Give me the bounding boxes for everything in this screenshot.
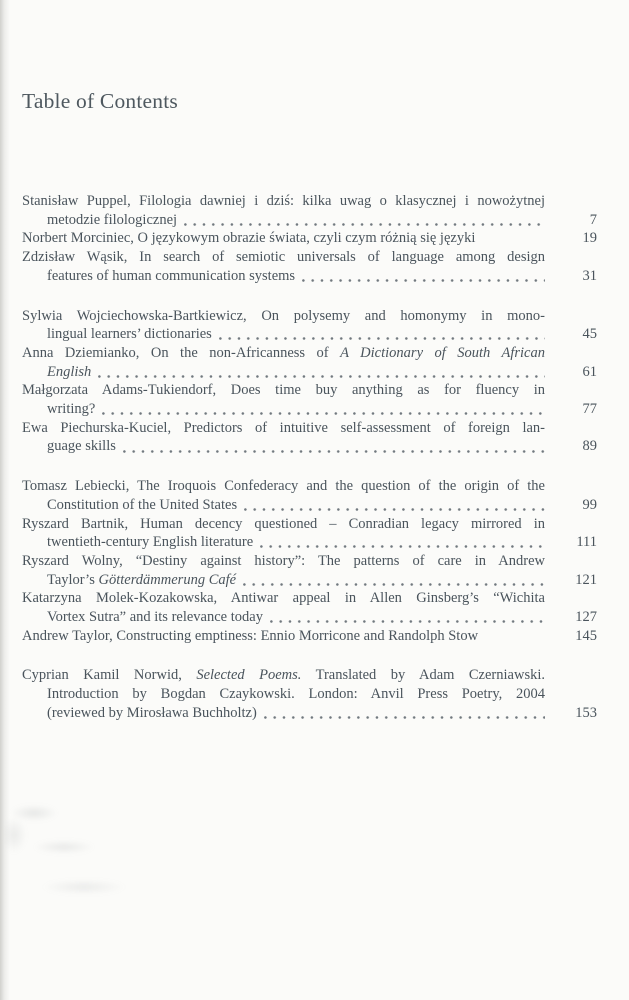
- dot-leader: [302, 279, 545, 282]
- toc-text: features of human communication systems: [47, 267, 296, 284]
- toc-text: Małgorzata Adams-Tukiendorf, Does time buy anything as for fluency in: [22, 382, 545, 399]
- toc-text: Ewa Piechurska-Kuciel, Predictors of intuitive self-assessment of foreign lan-: [22, 419, 545, 436]
- page-title: Table of Contents: [22, 89, 178, 113]
- toc-line: [22, 419, 597, 438]
- toc-entry-last-line: [22, 363, 597, 382]
- toc-line: [22, 248, 597, 267]
- toc-entry-text: [47, 400, 95, 419]
- dot-leader: [219, 337, 545, 340]
- toc-text: metodzie filologicznej: [47, 211, 178, 228]
- toc-text: Introduction by Bogdan Czaykowski. London: Anvil Press Poetry, 2004: [47, 686, 545, 703]
- toc-entry: [22, 666, 597, 722]
- page-number: 121: [575, 571, 597, 588]
- toc-entry: [22, 307, 597, 344]
- toc-line: [22, 381, 597, 400]
- toc-entry: [22, 192, 597, 229]
- toc-text: Stanisław Puppel, Filologia dawniej i dziś: kilka uwag o klasycznej i nowożytnej: [22, 193, 545, 209]
- toc-entry-last-line: [22, 211, 597, 230]
- dot-leader: [244, 508, 545, 511]
- toc-entry: [22, 419, 597, 456]
- page-number: 45: [582, 326, 597, 343]
- page-number: 89: [582, 438, 597, 455]
- dot-leader: [260, 545, 545, 548]
- toc-entry: [22, 381, 597, 418]
- page-number: 127: [575, 609, 597, 626]
- toc-text: Taylor’s: [47, 571, 99, 588]
- toc-entry-last-line: [22, 267, 597, 286]
- toc-line: [22, 552, 597, 571]
- toc-entry: [22, 229, 597, 248]
- toc-text: Cyprian Kamil Norwid,: [22, 667, 197, 684]
- toc-line: [22, 344, 597, 363]
- toc-entry-last-line: [22, 400, 597, 419]
- toc-text-italic: Götterdämmerung Café: [98, 571, 237, 588]
- toc-text-italic: A Dictionary of South African: [340, 344, 545, 361]
- page-number: 19: [582, 230, 597, 247]
- toc-text: Tomasz Lebiecki, The Iroquois Confederacy and the question of the origin of the: [22, 478, 545, 495]
- toc-text: Anna Dziemianko, On the non-Africanness of: [22, 344, 341, 361]
- toc-line: [22, 477, 597, 496]
- toc-entry-text: [47, 496, 237, 515]
- page-number: 153: [575, 704, 597, 721]
- toc-text-italic: English: [47, 363, 92, 380]
- toc-line: [22, 685, 597, 704]
- page-number: 111: [576, 534, 597, 551]
- toc-entry-text: [47, 437, 116, 456]
- toc-entry-last-line: [22, 229, 597, 248]
- toc-text: twentieth-century English literature: [47, 534, 254, 551]
- page-number: 31: [582, 267, 597, 284]
- toc-entry-text: [22, 229, 475, 248]
- toc-entry-last-line: [22, 704, 597, 723]
- toc-line: [22, 515, 597, 534]
- toc-text: guage skills: [47, 438, 116, 455]
- toc-entry: [22, 344, 597, 381]
- page-number: 99: [582, 496, 597, 513]
- toc-text: lingual learners’ dictionaries: [47, 326, 212, 343]
- dot-leader: [485, 639, 545, 642]
- toc-entry-text: [47, 267, 295, 286]
- toc-entry-last-line: [22, 325, 597, 344]
- dot-leader: [264, 716, 545, 719]
- dot-leader: [184, 223, 545, 226]
- toc-line: [22, 666, 597, 685]
- toc-entry: [22, 515, 597, 552]
- toc-entry: [22, 552, 597, 589]
- toc-entry: [22, 627, 597, 646]
- toc-text-italic: Selected Poems.: [196, 667, 302, 684]
- toc-entry-last-line: [22, 608, 597, 627]
- toc-group: [22, 307, 597, 457]
- toc-entry: [22, 248, 597, 285]
- toc-entry-text: [47, 704, 257, 723]
- toc-text: Andrew Taylor, Constructing emptiness: Ennio Morricone and Randolph Stow: [22, 627, 479, 644]
- dot-leader: [243, 583, 545, 586]
- toc-group: [22, 666, 597, 722]
- toc-entry-text: [47, 571, 236, 590]
- toc-text: Constitution of the United States: [47, 496, 238, 513]
- toc-text: Katarzyna Molek-Kozakowska, Antiwar appeal in Allen Ginsberg’s “Wichita: [22, 590, 545, 607]
- dot-leader: [123, 450, 545, 453]
- toc-entry-text: [47, 363, 91, 382]
- toc-text: Sylwia Wojciechowska-Bartkiewicz, On polysemy and homonymy in mono-: [22, 307, 545, 324]
- toc-group: [22, 477, 597, 645]
- toc-line: [22, 589, 597, 608]
- toc-text: Zdzisław Wąsik, In search of semiotic universals of language among design: [22, 249, 545, 266]
- toc-text: Vortex Sutra” and its relevance today: [47, 609, 263, 626]
- dot-leader: [98, 375, 545, 378]
- toc-entry: [22, 477, 597, 514]
- dot-leader: [270, 620, 545, 623]
- toc-text: (reviewed by Mirosława Buchholtz): [47, 704, 257, 721]
- toc-entry-text: [47, 211, 177, 230]
- toc-group: [22, 192, 597, 286]
- page-number: 77: [582, 401, 597, 418]
- toc-text: Norbert Morciniec, O językowym obrazie świata, czyli czym różnią się języki: [22, 230, 476, 247]
- toc-text: writing?: [47, 401, 96, 418]
- toc-entry-text: [47, 608, 263, 627]
- toc-entry-last-line: [22, 533, 597, 552]
- page-number: 7: [589, 211, 597, 228]
- toc-line: [22, 192, 597, 211]
- dot-leader: [102, 412, 545, 415]
- toc-list: [22, 192, 597, 723]
- page-number: 61: [582, 363, 597, 380]
- page-number: 145: [575, 627, 597, 644]
- toc-text: Ryszard Wolny, “Destiny against history”: The patterns of care in Andrew: [22, 552, 545, 569]
- toc-text: Translated by Adam Czerniawski.: [301, 667, 545, 684]
- toc-entry-text: [22, 627, 478, 646]
- toc-entry: [22, 589, 597, 626]
- toc-entry-text: [47, 533, 253, 552]
- toc-entry-last-line: [22, 627, 597, 646]
- toc-text: Ryszard Bartnik, Human decency questioned – Conradian legacy mirrored in: [22, 515, 545, 532]
- toc-line: [22, 307, 597, 326]
- toc-entry-last-line: [22, 437, 597, 456]
- dot-leader: [482, 242, 545, 245]
- toc-entry-last-line: [22, 496, 597, 515]
- toc-entry-text: [47, 325, 212, 344]
- toc-entry-last-line: [22, 571, 597, 590]
